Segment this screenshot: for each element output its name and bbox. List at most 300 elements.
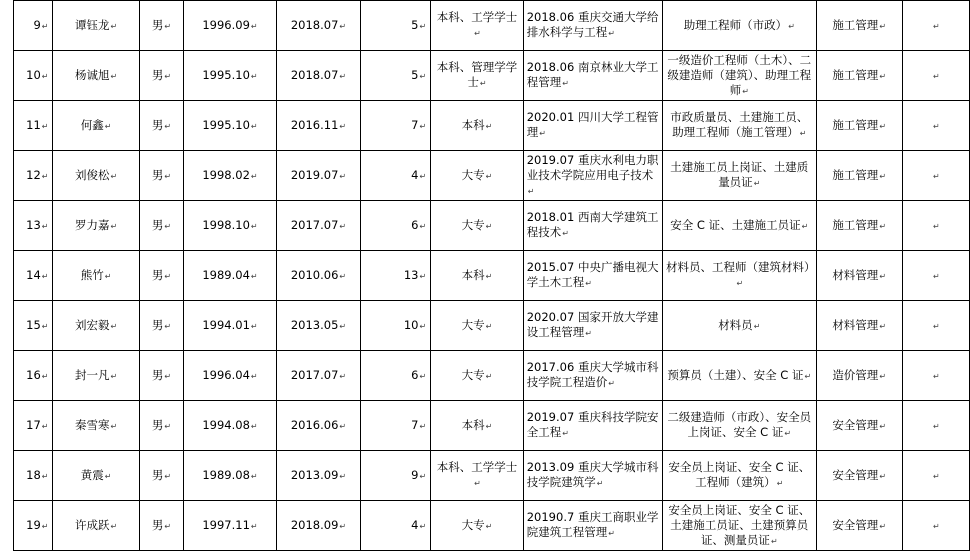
staff-table-body — [14, 1, 970, 551]
cell-birth-date-text: 1996.04 — [202, 367, 250, 382]
cell-gender-text: 男 — [151, 517, 164, 532]
cell-gender-text: 男 — [151, 117, 164, 132]
table-row — [14, 351, 970, 401]
cell-post — [816, 151, 902, 201]
cell-name-text: 熊竹 — [80, 267, 104, 282]
cell-post — [816, 501, 902, 551]
cell-birth-date-text: 1995.10 — [202, 117, 250, 132]
cell-certificates-text: 安全 C 证、土建施工员证 — [670, 217, 801, 232]
cell-certificates — [663, 201, 817, 251]
cell-degree — [431, 201, 524, 251]
paragraph-mark-icon: ↵ — [339, 21, 347, 31]
cell-remark — [902, 401, 969, 451]
paragraph-mark-icon: ↵ — [485, 371, 493, 381]
cell-school-major-text: 2018.06 重庆交通大学给排水科学与工程 — [526, 10, 659, 39]
cell-degree-text: 本科、工学学士 — [436, 460, 518, 474]
cell-school-major-text: 2015.07 中央广播电视大学土木工程 — [526, 260, 659, 289]
cell-post — [816, 251, 902, 301]
cell-index-text: 15 — [26, 317, 41, 332]
paragraph-mark-icon: ↵ — [879, 521, 887, 531]
cell-birth-date — [184, 351, 276, 401]
paragraph-mark-icon: ↵ — [41, 371, 49, 381]
cell-work-start — [276, 351, 361, 401]
cell-post — [816, 401, 902, 451]
cell-remark — [902, 451, 969, 501]
cell-degree-text: 大专 — [461, 367, 485, 382]
paragraph-mark-icon: ↵ — [110, 521, 118, 531]
cell-school-major — [523, 501, 662, 551]
paragraph-mark-icon: ↵ — [479, 79, 487, 88]
paragraph-mark-icon: ↵ — [753, 321, 761, 331]
cell-remark — [902, 501, 969, 551]
cell-degree-text: 本科 — [461, 267, 485, 282]
cell-post-text: 造价管理 — [832, 367, 879, 382]
paragraph-mark-icon: ↵ — [339, 321, 347, 331]
paragraph-mark-icon: ↵ — [339, 121, 347, 131]
cell-work-start — [276, 1, 361, 51]
paragraph-mark-icon: ↵ — [596, 479, 604, 488]
paragraph-mark-icon: ↵ — [933, 271, 940, 281]
paragraph-mark-icon: ↵ — [933, 421, 940, 431]
cell-gender-text: 男 — [151, 267, 164, 282]
cell-degree-text: 大专 — [461, 217, 485, 232]
cell-work-start-text: 2018.07 — [290, 67, 339, 82]
paragraph-mark-icon: ↵ — [41, 321, 49, 331]
paragraph-mark-icon: ↵ — [41, 71, 49, 81]
paragraph-mark-icon: ↵ — [742, 86, 749, 96]
cell-certificates-text: 安全员上岗证、安全 C 证、土建施工员证、土建预算员证、测量员证 — [668, 502, 811, 547]
cell-index — [14, 301, 53, 351]
cell-years-text: 7 — [411, 117, 419, 132]
cell-birth-date-text: 1998.10 — [202, 217, 250, 232]
paragraph-mark-icon: ↵ — [250, 221, 258, 231]
paragraph-mark-icon: ↵ — [485, 221, 493, 231]
paragraph-mark-icon: ↵ — [164, 371, 172, 381]
paragraph-mark-icon: ↵ — [776, 479, 784, 488]
cell-school-major — [523, 51, 662, 101]
cell-degree — [431, 51, 524, 101]
paragraph-mark-icon: ↵ — [250, 71, 258, 81]
cell-remark — [902, 1, 969, 51]
paragraph-mark-icon: ↵ — [110, 321, 118, 331]
paragraph-mark-icon: ↵ — [41, 171, 49, 181]
cell-name — [53, 451, 139, 501]
cell-post-text: 施工管理 — [832, 217, 879, 232]
cell-years — [361, 251, 431, 301]
cell-gender — [139, 351, 184, 401]
paragraph-mark-icon: ↵ — [41, 221, 49, 231]
cell-remark — [902, 101, 969, 151]
paragraph-mark-icon: ↵ — [164, 271, 172, 281]
cell-gender-text: 男 — [151, 467, 164, 482]
cell-birth-date — [184, 451, 276, 501]
paragraph-mark-icon: ↵ — [339, 171, 347, 181]
cell-gender — [139, 1, 184, 51]
cell-gender — [139, 251, 184, 301]
paragraph-mark-icon: ↵ — [164, 121, 172, 131]
cell-gender-text: 男 — [151, 217, 164, 232]
table-row — [14, 201, 970, 251]
cell-school-major — [523, 351, 662, 401]
cell-work-start — [276, 401, 361, 451]
paragraph-mark-icon: ↵ — [879, 271, 887, 281]
cell-work-start — [276, 151, 361, 201]
cell-gender — [139, 151, 184, 201]
cell-index-text: 12 — [26, 167, 41, 182]
cell-school-major — [523, 251, 662, 301]
cell-remark — [902, 151, 969, 201]
paragraph-mark-icon: ↵ — [250, 121, 258, 131]
paragraph-mark-icon: ↵ — [41, 271, 49, 281]
cell-gender-text: 男 — [151, 367, 164, 382]
paragraph-mark-icon: ↵ — [419, 371, 427, 381]
paragraph-mark-icon: ↵ — [879, 371, 887, 381]
paragraph-mark-icon: ↵ — [485, 521, 493, 531]
cell-certificates — [663, 501, 817, 551]
cell-degree-text: 本科、管理学学士 — [436, 60, 518, 89]
paragraph-mark-icon: ↵ — [474, 479, 481, 488]
paragraph-mark-icon: ↵ — [419, 471, 427, 481]
cell-birth-date-text: 1998.02 — [202, 167, 250, 182]
cell-name — [53, 201, 139, 251]
cell-years-text: 4 — [411, 167, 419, 182]
paragraph-mark-icon: ↵ — [788, 21, 795, 31]
cell-work-start-text: 2013.09 — [290, 467, 339, 482]
table-row — [14, 1, 970, 51]
cell-school-major-text: 2018.01 西南大学建筑工程技术 — [526, 210, 659, 239]
paragraph-mark-icon: ↵ — [585, 279, 592, 288]
cell-birth-date — [184, 51, 276, 101]
paragraph-mark-icon: ↵ — [527, 186, 535, 196]
cell-gender-text: 男 — [151, 17, 164, 32]
paragraph-mark-icon: ↵ — [804, 371, 812, 381]
cell-post — [816, 51, 902, 101]
paragraph-mark-icon: ↵ — [879, 321, 887, 331]
table-row — [14, 301, 970, 351]
cell-years-text: 5 — [411, 67, 419, 82]
paragraph-mark-icon: ↵ — [799, 129, 807, 138]
staff-table-container — [13, 0, 970, 551]
cell-school-major-text: 2020.07 国家开放大学建设工程管理 — [526, 310, 659, 339]
cell-degree-text: 本科、工学学士 — [436, 10, 518, 24]
cell-school-major-text: 2018.06 南京林业大学工程管理 — [526, 60, 659, 89]
cell-school-major — [523, 1, 662, 51]
cell-post-text: 施工管理 — [832, 67, 879, 82]
paragraph-mark-icon: ↵ — [879, 421, 887, 431]
paragraph-mark-icon: ↵ — [164, 221, 172, 231]
cell-work-start — [276, 301, 361, 351]
cell-name — [53, 101, 139, 151]
paragraph-mark-icon: ↵ — [41, 421, 49, 431]
paragraph-mark-icon: ↵ — [339, 71, 347, 81]
cell-remark — [902, 251, 969, 301]
paragraph-mark-icon: ↵ — [419, 71, 427, 81]
cell-remark — [902, 201, 969, 251]
paragraph-mark-icon: ↵ — [104, 271, 112, 281]
paragraph-mark-icon: ↵ — [608, 379, 615, 388]
paragraph-mark-icon: ↵ — [933, 221, 940, 231]
staff-table — [13, 0, 970, 551]
cell-remark — [902, 351, 969, 401]
cell-certificates — [663, 401, 817, 451]
cell-work-start-text: 2017.07 — [290, 367, 339, 382]
paragraph-mark-icon: ↵ — [419, 221, 427, 231]
cell-work-start-text: 2016.11 — [290, 117, 339, 132]
paragraph-mark-icon: ↵ — [339, 521, 347, 531]
cell-name — [53, 501, 139, 551]
paragraph-mark-icon: ↵ — [250, 271, 258, 281]
cell-work-start-text: 2019.07 — [290, 167, 339, 182]
cell-birth-date-text: 1989.04 — [202, 267, 250, 282]
cell-work-start-text: 2010.06 — [290, 267, 339, 282]
cell-certificates — [663, 301, 817, 351]
cell-certificates-text: 预算员（土建）、安全 C 证 — [667, 367, 804, 382]
cell-work-start-text: 2017.07 — [290, 217, 339, 232]
cell-name-text: 秦雪寒 — [75, 417, 110, 432]
cell-work-start-text: 2018.07 — [290, 17, 339, 32]
cell-degree — [431, 301, 524, 351]
cell-name — [53, 251, 139, 301]
cell-degree — [431, 151, 524, 201]
cell-name — [53, 401, 139, 451]
paragraph-mark-icon: ↵ — [419, 521, 427, 531]
cell-degree-text: 大专 — [461, 317, 485, 332]
cell-work-start — [276, 51, 361, 101]
paragraph-mark-icon: ↵ — [419, 121, 427, 131]
cell-degree-text: 本科 — [461, 117, 485, 132]
paragraph-mark-icon: ↵ — [419, 171, 427, 181]
paragraph-mark-icon: ↵ — [801, 221, 809, 231]
paragraph-mark-icon: ↵ — [110, 171, 118, 181]
cell-degree — [431, 1, 524, 51]
cell-certificates — [663, 51, 817, 101]
cell-gender-text: 男 — [151, 167, 164, 182]
table-row — [14, 101, 970, 151]
cell-birth-date — [184, 501, 276, 551]
paragraph-mark-icon: ↵ — [110, 371, 118, 381]
cell-years-text: 13 — [403, 267, 419, 282]
cell-school-major — [523, 201, 662, 251]
table-row — [14, 451, 970, 501]
cell-remark — [902, 301, 969, 351]
table-row — [14, 251, 970, 301]
cell-school-major — [523, 401, 662, 451]
cell-degree — [431, 401, 524, 451]
paragraph-mark-icon: ↵ — [339, 421, 347, 431]
paragraph-mark-icon: ↵ — [770, 536, 778, 546]
paragraph-mark-icon: ↵ — [339, 221, 347, 231]
cell-post-text: 材料管理 — [832, 317, 879, 332]
cell-index — [14, 501, 53, 551]
cell-post-text: 安全管理 — [832, 517, 879, 532]
cell-birth-date — [184, 101, 276, 151]
cell-certificates-text: 一级造价工程师（土木）、二级建造师（建筑）、助理工程师 — [667, 52, 812, 97]
cell-post — [816, 451, 902, 501]
cell-years — [361, 351, 431, 401]
paragraph-mark-icon: ↵ — [41, 21, 49, 31]
paragraph-mark-icon: ↵ — [585, 329, 592, 338]
cell-index-text: 10 — [26, 67, 41, 82]
cell-years — [361, 51, 431, 101]
cell-birth-date — [184, 201, 276, 251]
cell-school-major — [523, 101, 662, 151]
cell-birth-date-text: 1995.10 — [202, 67, 250, 82]
paragraph-mark-icon: ↵ — [933, 521, 940, 531]
cell-index-text: 9 — [33, 17, 41, 32]
cell-name-text: 封一凡 — [75, 367, 110, 382]
paragraph-mark-icon: ↵ — [41, 521, 49, 531]
cell-certificates — [663, 451, 817, 501]
cell-years — [361, 501, 431, 551]
paragraph-mark-icon: ↵ — [879, 221, 887, 231]
paragraph-mark-icon: ↵ — [250, 171, 258, 181]
cell-name-text: 何鑫 — [80, 117, 104, 132]
cell-birth-date-text: 1996.09 — [202, 17, 250, 32]
paragraph-mark-icon: ↵ — [110, 71, 118, 81]
cell-index-text: 14 — [26, 267, 41, 282]
paragraph-mark-icon: ↵ — [485, 171, 493, 181]
paragraph-mark-icon: ↵ — [419, 421, 427, 431]
cell-index — [14, 401, 53, 451]
cell-years-text: 5 — [411, 17, 419, 32]
cell-degree — [431, 101, 524, 151]
cell-index-text: 11 — [26, 117, 41, 132]
cell-work-start-text: 2018.09 — [290, 517, 339, 532]
cell-degree — [431, 451, 524, 501]
paragraph-mark-icon: ↵ — [110, 421, 118, 431]
paragraph-mark-icon: ↵ — [104, 121, 112, 131]
cell-gender — [139, 201, 184, 251]
paragraph-mark-icon: ↵ — [608, 529, 615, 538]
paragraph-mark-icon: ↵ — [933, 321, 940, 331]
cell-name-text: 杨诚旭 — [75, 67, 110, 82]
paragraph-mark-icon: ↵ — [784, 429, 792, 438]
paragraph-mark-icon: ↵ — [419, 321, 427, 331]
cell-years — [361, 151, 431, 201]
cell-certificates — [663, 1, 817, 51]
paragraph-mark-icon: ↵ — [164, 521, 172, 531]
paragraph-mark-icon: ↵ — [608, 29, 615, 38]
cell-school-major-text: 20190.7 重庆工商职业学院建筑工程管理 — [526, 510, 659, 539]
paragraph-mark-icon: ↵ — [250, 21, 258, 31]
cell-degree — [431, 351, 524, 401]
cell-work-start — [276, 501, 361, 551]
cell-index — [14, 51, 53, 101]
cell-birth-date — [184, 251, 276, 301]
cell-name-text: 刘宏毅 — [75, 317, 110, 332]
cell-gender — [139, 301, 184, 351]
cell-index — [14, 1, 53, 51]
cell-gender-text: 男 — [151, 67, 164, 82]
cell-gender — [139, 51, 184, 101]
cell-index-text: 18 — [26, 467, 41, 482]
paragraph-mark-icon: ↵ — [250, 471, 258, 481]
paragraph-mark-icon: ↵ — [562, 229, 569, 238]
paragraph-mark-icon: ↵ — [164, 21, 172, 31]
cell-remark — [902, 51, 969, 101]
table-row — [14, 501, 970, 551]
cell-name — [53, 51, 139, 101]
cell-name-text: 谭钰龙 — [75, 17, 110, 32]
paragraph-mark-icon: ↵ — [562, 429, 569, 438]
cell-school-major — [523, 451, 662, 501]
paragraph-mark-icon: ↵ — [164, 421, 172, 431]
paragraph-mark-icon: ↵ — [110, 21, 118, 31]
cell-post-text: 安全管理 — [832, 417, 879, 432]
cell-degree — [431, 251, 524, 301]
cell-years — [361, 451, 431, 501]
paragraph-mark-icon: ↵ — [933, 21, 940, 31]
paragraph-mark-icon: ↵ — [164, 321, 172, 331]
paragraph-mark-icon: ↵ — [41, 121, 49, 131]
cell-post — [816, 1, 902, 51]
cell-gender-text: 男 — [151, 317, 164, 332]
paragraph-mark-icon: ↵ — [41, 471, 49, 481]
cell-years — [361, 1, 431, 51]
cell-index-text: 16 — [26, 367, 41, 382]
cell-degree-text: 大专 — [461, 517, 485, 532]
paragraph-mark-icon: ↵ — [933, 471, 940, 481]
paragraph-mark-icon: ↵ — [539, 129, 546, 138]
cell-post-text: 施工管理 — [832, 117, 879, 132]
cell-years — [361, 201, 431, 251]
cell-work-start — [276, 201, 361, 251]
paragraph-mark-icon: ↵ — [250, 421, 258, 431]
cell-birth-date — [184, 1, 276, 51]
cell-name-text: 刘俊松 — [75, 167, 110, 182]
cell-school-major — [523, 301, 662, 351]
paragraph-mark-icon: ↵ — [419, 271, 427, 281]
cell-certificates-text: 土建施工员上岗证、土建质量员证 — [670, 160, 809, 189]
paragraph-mark-icon: ↵ — [562, 79, 569, 88]
cell-school-major-text: 2013.09 重庆大学城市科技学院建筑学 — [526, 460, 659, 489]
cell-school-major-text: 2020.01 四川大学工程管理 — [526, 110, 659, 139]
cell-post — [816, 301, 902, 351]
cell-post — [816, 201, 902, 251]
cell-work-start-text: 2013.05 — [290, 317, 339, 332]
cell-birth-date-text: 1997.11 — [202, 517, 250, 532]
cell-index — [14, 451, 53, 501]
paragraph-mark-icon: ↵ — [933, 71, 940, 81]
cell-name — [53, 301, 139, 351]
cell-school-major — [523, 151, 662, 201]
paragraph-mark-icon: ↵ — [753, 179, 761, 188]
cell-school-major-text: 2019.07 重庆科技学院安全工程 — [526, 410, 659, 439]
paragraph-mark-icon: ↵ — [933, 121, 940, 131]
paragraph-mark-icon: ↵ — [164, 71, 172, 81]
cell-index — [14, 201, 53, 251]
cell-post-text: 施工管理 — [832, 167, 879, 182]
cell-degree-text: 本科 — [461, 417, 485, 432]
paragraph-mark-icon: ↵ — [933, 171, 940, 181]
paragraph-mark-icon: ↵ — [250, 321, 258, 331]
cell-work-start — [276, 451, 361, 501]
paragraph-mark-icon: ↵ — [485, 421, 493, 431]
cell-years-text: 6 — [411, 367, 419, 382]
paragraph-mark-icon: ↵ — [250, 371, 258, 381]
paragraph-mark-icon: ↵ — [164, 171, 172, 181]
cell-work-start — [276, 251, 361, 301]
cell-gender — [139, 451, 184, 501]
cell-name-text: 罗力嘉 — [75, 217, 110, 232]
paragraph-mark-icon: ↵ — [110, 221, 118, 231]
cell-certificates-text: 材料员、工程师（建筑材料） — [666, 260, 816, 274]
paragraph-mark-icon: ↵ — [164, 471, 172, 481]
paragraph-mark-icon: ↵ — [485, 121, 493, 131]
cell-gender — [139, 501, 184, 551]
cell-degree-text: 大专 — [461, 167, 485, 182]
paragraph-mark-icon: ↵ — [879, 171, 887, 181]
